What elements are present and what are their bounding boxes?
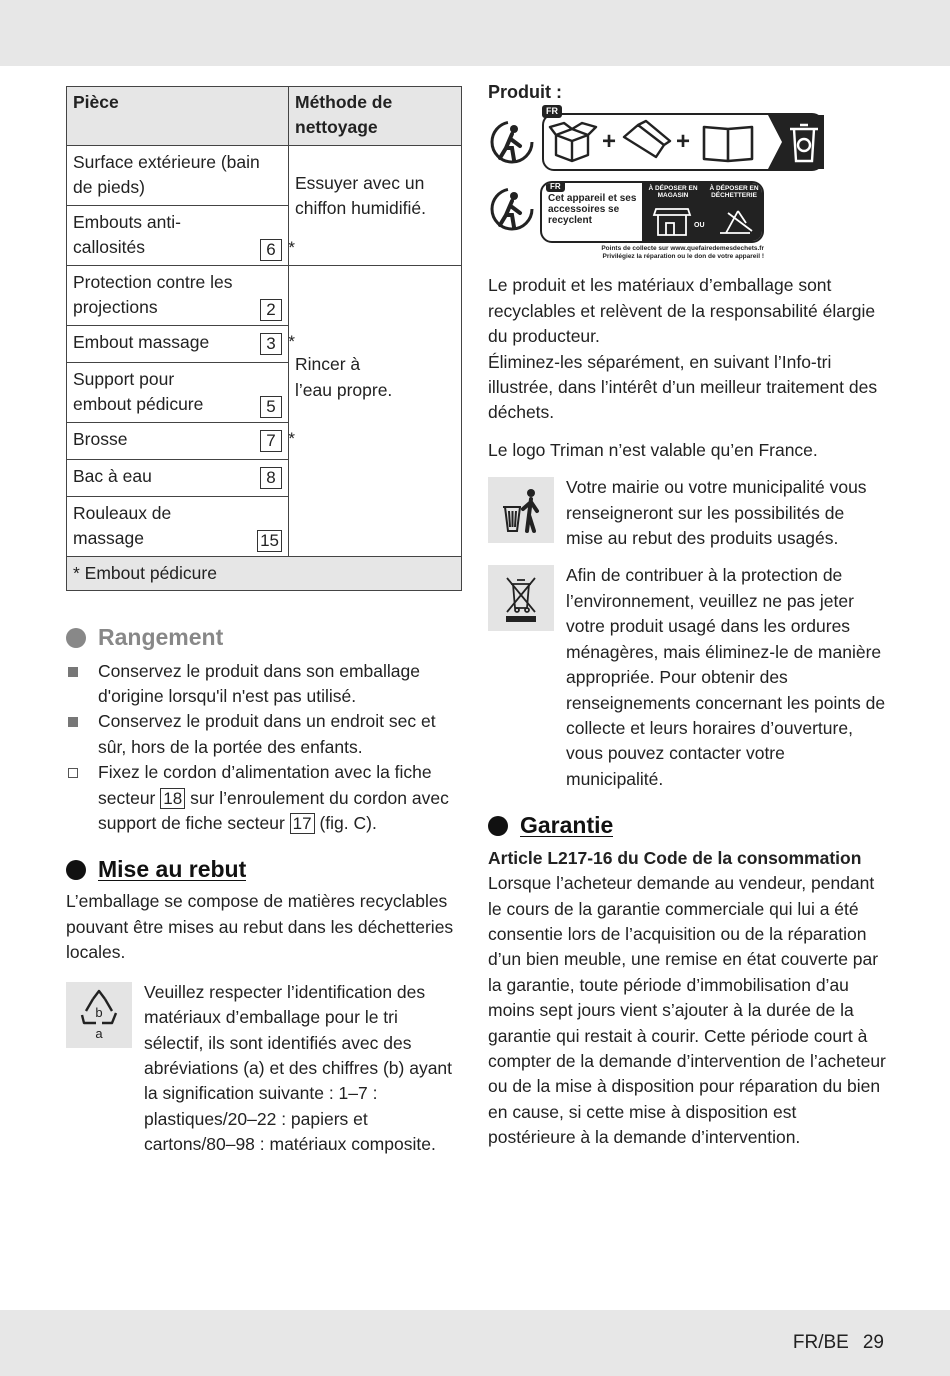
star-mark: * (288, 429, 295, 449)
mairie-text: Votre mairie ou votre municipalité vous renseigneront sur les possibilités de mise au rebut des produits usagés. (566, 477, 867, 549)
produit-para-2: Éliminez-les séparément, en suivant l’Info-tri illustrée, dans l’intérêt d’un meilleur traitement des déchets. (488, 351, 878, 423)
environment-text: Afin de contribuer à la protection de l’environnement, veuillez ne pas jeter votre produit usagé dans les ordures ménagères, mais éliminez-le de manière appropriée. Pour obtenir des renseignements concernant les points de collecte et leurs horaires d’ouverture, vous pouvez contacter votre municipalité. (566, 565, 886, 789)
weee-block (488, 563, 886, 792)
list-item (66, 760, 462, 836)
part-name: Support pour embout pédicure (73, 368, 204, 415)
table-header-part: Pièce (67, 87, 289, 146)
method-rinse: Rincer à l’eau propre. (289, 265, 462, 556)
appliance-panel-wrap (540, 181, 764, 261)
star-mark: * (288, 332, 295, 352)
part-number: 2 (260, 299, 282, 321)
recycle-block (66, 980, 462, 1158)
footer-lang: FR/BE (792, 1332, 849, 1353)
table-row (67, 496, 289, 556)
part-name: Surface extérieure (bain de pieds) (73, 151, 260, 198)
svg-text:+: + (676, 128, 691, 156)
recycle-icon (66, 982, 132, 1048)
triman-icon (488, 185, 536, 233)
appliance-recycle-text: Cet appareil et ses accessoires se recyclent (548, 193, 637, 227)
part-number: 8 (260, 467, 282, 489)
recycle-text: Veuillez respecter l’identification des matériaux d’emballage pour le tri sélectif, ils sont identifiés avec des abréviations (a) et des chiffres (b) ayant la signification suivante : 1–7 : plastiques/20–22 : papiers et cartons/80–98 : matériaux composite. (144, 981, 453, 1155)
page-number: 29 (862, 1332, 884, 1353)
section-title: Mise au rebut (98, 856, 247, 883)
packaging-panel (542, 106, 824, 171)
bullet-dot (488, 816, 508, 836)
list-item (66, 659, 462, 710)
part-number: 17 (290, 813, 315, 834)
right-column (488, 80, 886, 1151)
garantie-text: Lorsque l’acheteur demande au vendeur, pendant le cours de la garantie commerciale qui lui a été consentie lors de l’acquisition ou de la réparation d’un bien meuble, une remise en état couverte par la garantie, toute période d’immobilisation d’au moins sept jours vient s’ajouter à la durée de la garantie qui restait à courir. Cette période court à compter de la demande d’intervention de l’acheteur ou de la mise à disposition pour réparation du bien en cause, si cette mise à disposition est postérieure à la demande d’intervention. (488, 873, 886, 1148)
part-number: 3 (260, 333, 282, 355)
list-item-text: Conservez le produit dans un endroit sec et sûr, hors de la portée des enfants. (98, 711, 436, 757)
part-number: 7 (260, 430, 282, 452)
part-name: Rouleaux de massage (73, 502, 172, 549)
list-item-text: Fixez le cordon d’alimentation avec la fiche secteur (98, 762, 432, 808)
fr-badge: FR (546, 182, 565, 192)
info-tri-packaging (488, 106, 886, 171)
appliance-drop-box (642, 183, 764, 243)
garantie-subtitle: Article L217-16 du Code de la consommation (488, 848, 862, 869)
list-item-text: Conservez le produit dans son emballage d'origine lorsqu'il n'est pas utilisé. (98, 660, 420, 707)
mairie-block (488, 475, 886, 551)
section-garantie-heading (488, 814, 886, 837)
square-bullet (68, 717, 78, 727)
table-row (67, 362, 289, 422)
or-label: OU (694, 222, 705, 230)
produit-para-3: Le logo Triman n’est valable qu’en France. (488, 439, 818, 460)
store-drop-label: À DÉPOSER EN MAGASIN (648, 185, 698, 200)
part-name: Protection contre les projections (73, 271, 233, 318)
rebut-intro: L’emballage se compose de matières recyclables pouvant être mises au rebut dans les déchetteries locales. (66, 891, 454, 963)
appliance-panel (540, 181, 764, 243)
left-column (66, 86, 462, 1158)
table-footnote: * Embout pédicure (67, 556, 462, 590)
produit-title: Produit : (488, 82, 562, 102)
part-name: Embout massage (73, 331, 210, 352)
cleaning-table (66, 86, 462, 591)
table-row (67, 265, 289, 325)
part-number: 5 (260, 396, 282, 418)
section-title: Garantie (520, 812, 614, 839)
section-title: Rangement (98, 624, 224, 651)
square-bullet (68, 768, 78, 778)
fr-badge: FR (542, 105, 562, 118)
collection-note (540, 245, 764, 261)
list-item-text: sur l’enroulement du cordon avec support de fiche secteur (98, 787, 449, 834)
trash-person-icon (488, 477, 554, 543)
recycle-icon-a: a (95, 1025, 103, 1041)
part-number: 6 (260, 239, 282, 261)
rangement-list (66, 659, 462, 837)
bullet-dot (66, 628, 86, 648)
part-name: Embouts anti-callosités (73, 211, 181, 258)
section-rebut-heading (66, 858, 462, 881)
collection-url: Points de collecte sur www.quefairedemesdechets.fr (601, 245, 764, 253)
part-name: Brosse (73, 428, 128, 449)
repair-note: Privilégiez la réparation ou le don de votre appareil ! (602, 253, 764, 261)
page-footer (793, 1332, 884, 1354)
dump-drop-label: À DÉPOSER EN DÉCHETTERIE (709, 185, 759, 200)
method-wipe: Essuyer avec un chiffon humidifié. (289, 145, 462, 265)
top-band (0, 0, 950, 66)
square-bullet (68, 667, 78, 677)
recycle-icon-b: b (95, 1004, 103, 1020)
svg-text:+: + (602, 128, 617, 156)
produit-para-1: Le produit et les matériaux d’emballage sont recyclables et relèvent de la responsabilité élargie du producteur. (488, 275, 876, 347)
table-row (67, 422, 295, 459)
table-row (67, 325, 295, 362)
list-item-text: (fig. C). (319, 813, 377, 834)
table-row (67, 205, 295, 265)
star-mark: * (288, 237, 295, 257)
bullet-dot (66, 860, 86, 880)
part-name: Bac à eau (73, 465, 152, 486)
info-tri-appliance (488, 181, 886, 261)
triman-icon (488, 118, 536, 166)
table-row (67, 145, 289, 205)
crossed-bin-icon (488, 565, 554, 631)
part-number: 18 (160, 788, 185, 809)
table-header-method: Méthode de nettoyage (289, 87, 462, 146)
list-item (66, 709, 462, 760)
part-number: 15 (257, 530, 282, 552)
section-rangement-heading (66, 625, 462, 650)
table-row (67, 459, 289, 496)
